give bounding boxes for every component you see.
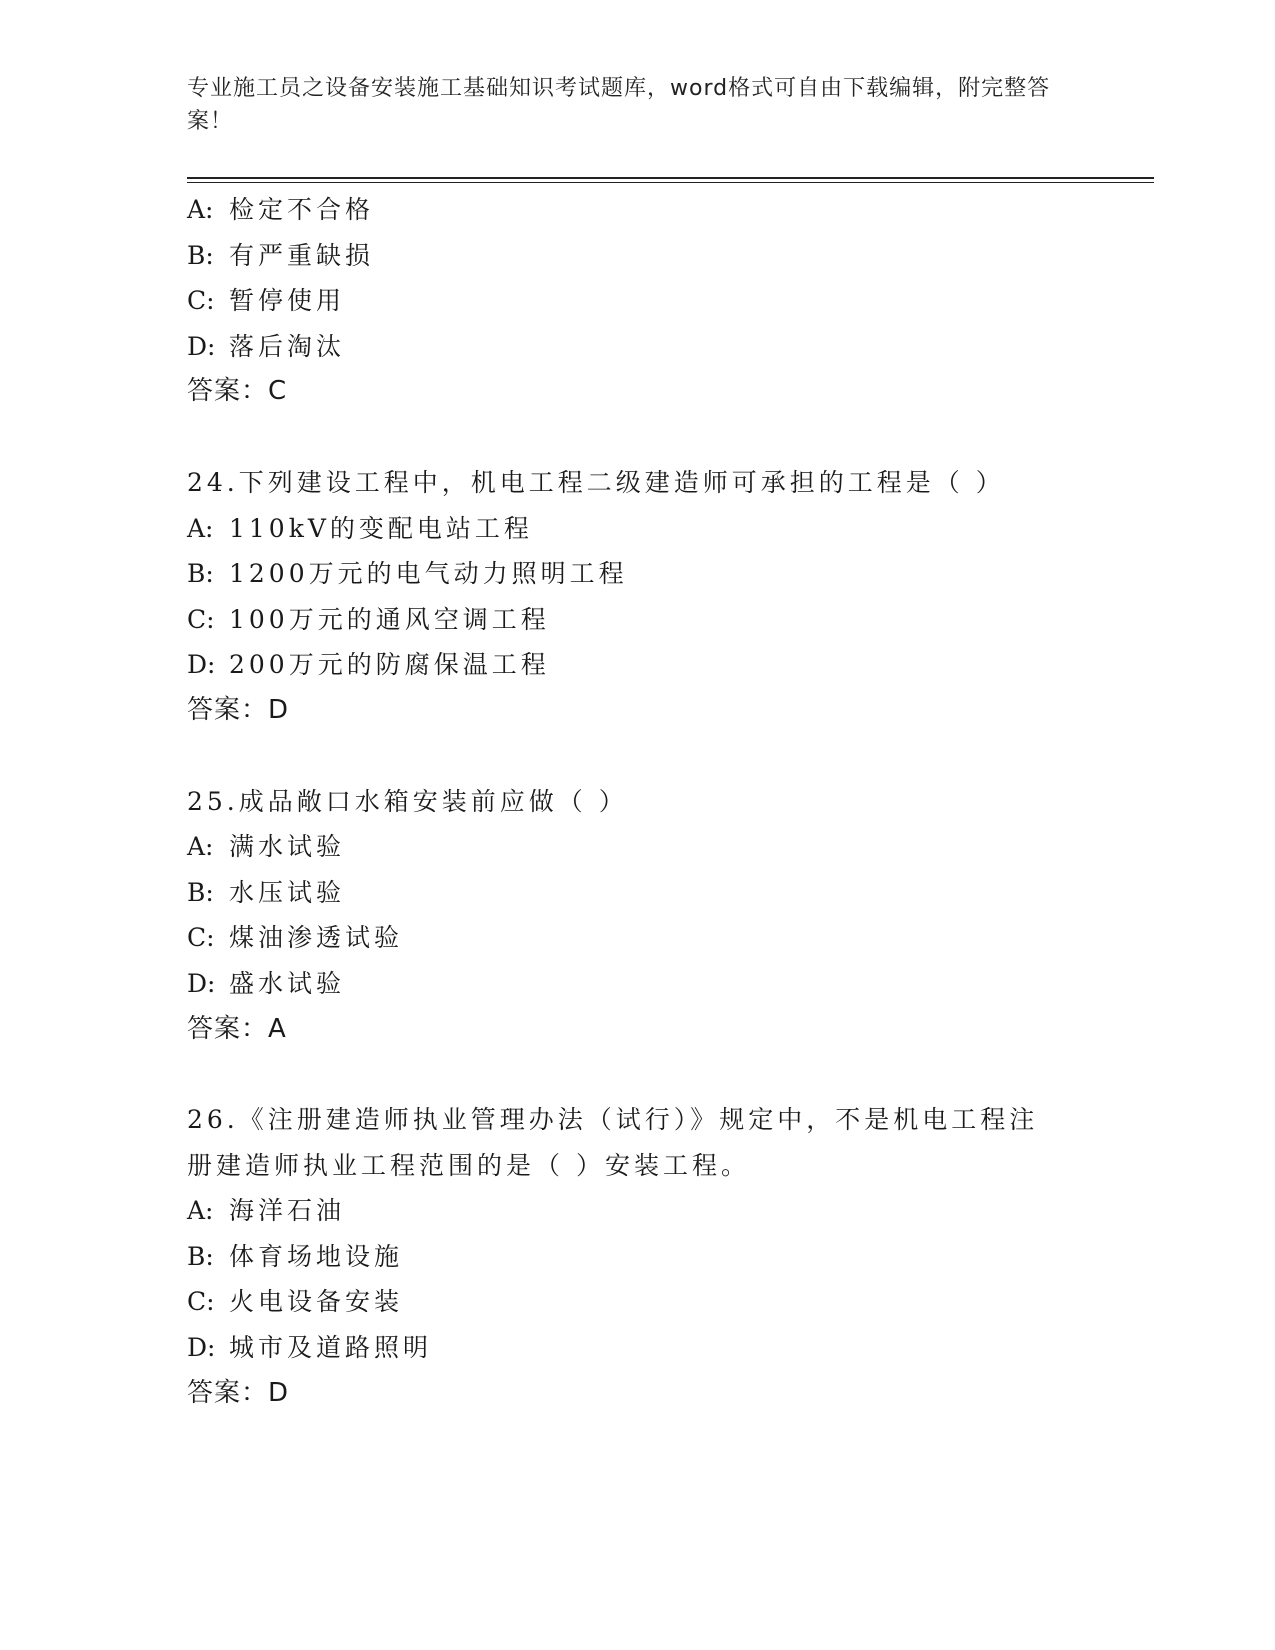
header-divider-thick xyxy=(187,177,1154,179)
option-a xyxy=(187,506,1087,552)
option-key: A: xyxy=(187,195,214,224)
spacer xyxy=(187,415,1087,460)
option-b xyxy=(187,1234,1087,1280)
option-key: B: xyxy=(187,1241,214,1271)
option-b xyxy=(187,551,1087,597)
option-c xyxy=(187,1279,1087,1325)
option-key: B: xyxy=(187,559,214,589)
option-a xyxy=(187,187,1087,233)
option-text: 满水试验 xyxy=(229,832,346,862)
option-key: D: xyxy=(187,968,216,998)
option-text: 海洋石油 xyxy=(229,1196,346,1226)
option-text: 有严重缺损 xyxy=(229,240,375,270)
option-text: 城市及道路照明 xyxy=(229,1333,433,1363)
option-key: D: xyxy=(187,331,216,361)
option-key: A: xyxy=(187,513,214,543)
question-text: 25.成品敞口水箱安装前应做（ ） xyxy=(187,786,628,816)
option-key: C: xyxy=(187,286,215,316)
question-25 xyxy=(187,779,1087,1053)
option-text: 体育场地设施 xyxy=(229,1241,404,1271)
question-26 xyxy=(187,1097,1087,1416)
option-text: 火电设备安装 xyxy=(229,1287,404,1317)
option-text: 100万元的通风空调工程 xyxy=(229,604,550,634)
option-key: A: xyxy=(187,1196,214,1226)
option-key: C: xyxy=(187,923,215,953)
document-header: 专业施工员之设备安装施工基础知识考试题库，word格式可自由下载编辑，附完整答案！ xyxy=(187,76,1051,134)
option-key: C: xyxy=(187,1287,215,1317)
option-key: D: xyxy=(187,650,216,680)
option-text: 检定不合格 xyxy=(229,195,375,224)
option-a xyxy=(187,824,1087,870)
option-key: B: xyxy=(187,877,214,907)
answer: 答案：C xyxy=(187,376,288,407)
answer: 答案：D xyxy=(187,1377,290,1408)
option-b xyxy=(187,233,1087,279)
option-d xyxy=(187,324,1087,370)
option-key: A: xyxy=(187,832,214,862)
header-divider-thin xyxy=(187,182,1154,183)
option-c xyxy=(187,278,1087,324)
option-text: 1200万元的电气动力照明工程 xyxy=(229,559,628,589)
option-c xyxy=(187,597,1087,643)
answer: 答案：A xyxy=(187,1013,287,1044)
answer: 答案：D xyxy=(187,694,290,725)
spacer xyxy=(187,734,1087,779)
option-d xyxy=(187,642,1087,688)
option-text: 200万元的防腐保温工程 xyxy=(229,650,550,680)
option-text: 暂停使用 xyxy=(229,286,346,316)
question-24 xyxy=(187,460,1087,734)
option-key: C: xyxy=(187,604,215,634)
option-d xyxy=(187,1325,1087,1371)
option-c xyxy=(187,915,1087,961)
option-d xyxy=(187,961,1087,1007)
option-key: B: xyxy=(187,240,214,270)
option-text: 落后淘汰 xyxy=(229,331,346,361)
option-text: 水压试验 xyxy=(229,877,346,907)
question-list xyxy=(187,187,1087,1416)
question-text: 26.《注册建造师执业管理办法（试行）》规定中，不是机电工程注册建造师执业工程范围的是（ ）安装工程。 xyxy=(187,1105,1039,1180)
question-partial xyxy=(187,187,1087,415)
option-a xyxy=(187,1188,1087,1234)
option-text: 盛水试验 xyxy=(229,968,346,998)
question-text: 24.下列建设工程中，机电工程二级建造师可承担的工程是（ ） xyxy=(187,467,1005,497)
option-b xyxy=(187,870,1087,916)
option-text: 煤油渗透试验 xyxy=(229,923,404,953)
spacer xyxy=(187,1052,1087,1097)
option-text: 110kV的变配电站工程 xyxy=(229,513,533,543)
option-key: D: xyxy=(187,1333,216,1363)
